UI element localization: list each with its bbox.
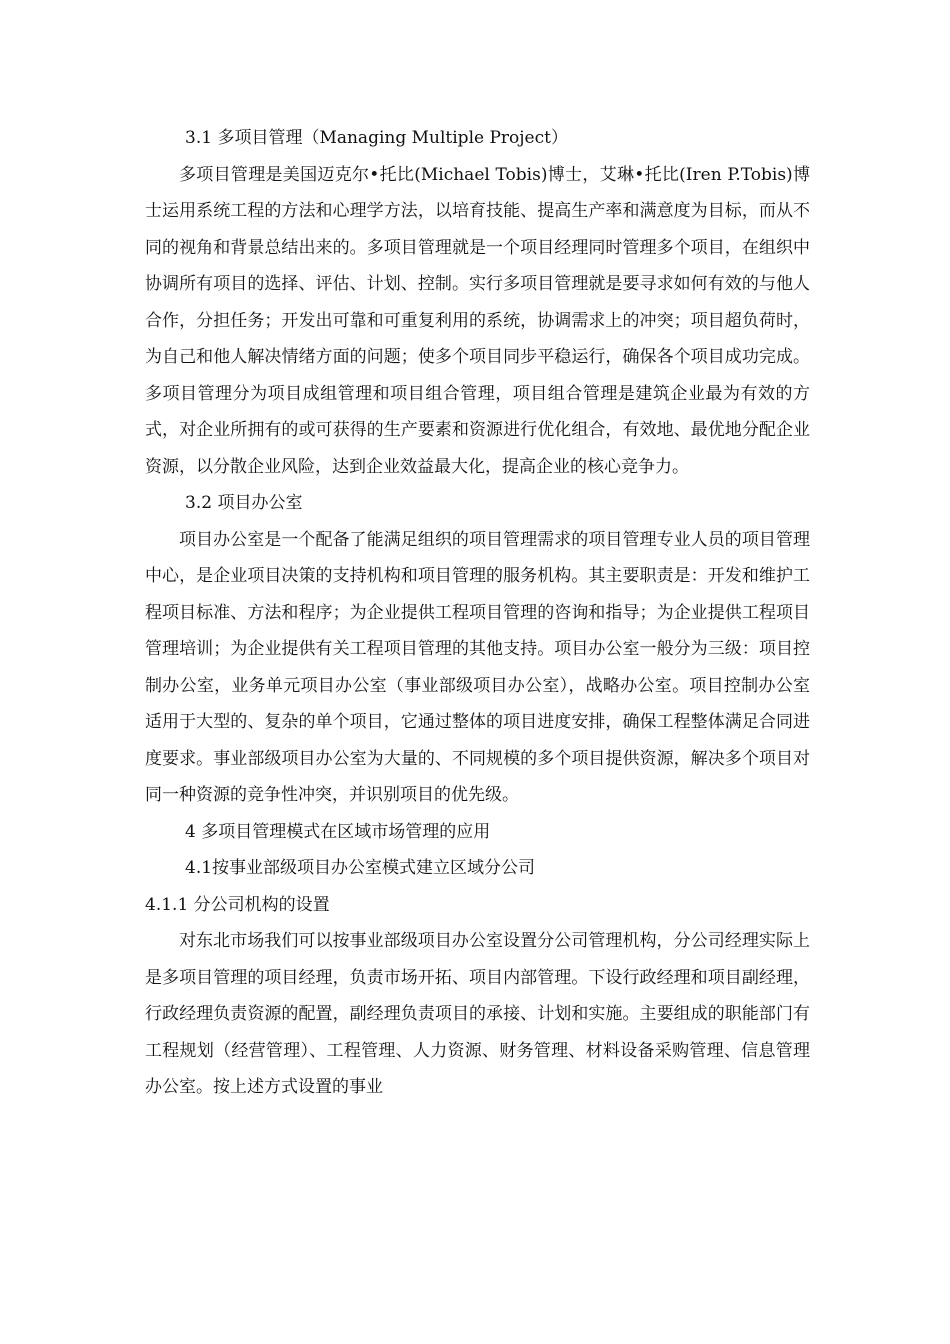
section-heading-3-2: 3.2 项目办公室 (185, 493, 303, 513)
section-heading-4-1-1: 4.1.1 分公司机构的设置 (145, 894, 330, 915)
paragraph-project-office: 项目办公室是一个配备了能满足组织的项目管理需求的项目管理专业人员的项目管理中心，是企业项目决策的支持机构和项目管理的服务机构。其主要职责是：开发和维护工程项目标准、方法和程序；为企业提供工程项目管理的咨询和指导；为企业提供工程项目管理培训；为企业提供有关工程项目管理的其他支持。项目办公室一般分为三级：项目控制办公室，业务单元项目办公室（事业部级项目办公室），战略办公室。项目控制办公室适用于大型的、复杂的单个项目，它通过整体的项目进度安排，确保工程整体满足合同进度要求。事业部级项目办公室为大量的、不同规模的多个项目提供资源，解决多个项目对同一种资源的竞争性冲突，并识别项目的优先级。 (145, 529, 810, 805)
section-heading-4: 4 多项目管理模式在区域市场管理的应用 (185, 821, 491, 842)
section-heading-3-1: 3.1 多项目管理（Managing Multiple Project） (185, 128, 568, 148)
document-body (145, 120, 810, 1106)
section-heading-4-1: 4.1按事业部级项目办公室模式建立区域分公司 (185, 858, 536, 878)
paragraph-multi-project-management: 多项目管理是美国迈克尔•托比(Michael Tobis)博士，艾琳•托比(Iren P.Tobis)博士运用系统工程的方法和心理学方法，以培育技能、提高生产率和满意度为目标，而从不同的视角和背景总结出来的。多项目管理就是一个项目经理同时管理多个项目，在组织中协调所有项目的选择、评估、计划、控制。实行多项目管理就是要寻求如何有效的与他人合作，分担任务；开发出可靠和可重复利用的系统，协调需求上的冲突；项目超负荷时，为自己和他人解决情绪方面的问题；使多个项目同步平稳运行，确保各个项目成功完成。多项目管理分为项目成组管理和项目组合管理，项目组合管理是建筑企业最为有效的方式，对企业所拥有的或可获得的生产要素和资源进行优化组合，有效地、最优地分配企业资源，以分散企业风险，达到企业效益最大化，提高企业的核心竞争力。 (145, 164, 810, 477)
paragraph-branch-organization: 对东北市场我们可以按事业部级项目办公室设置分公司管理机构，分公司经理实际上是多项目管理的项目经理，负责市场开拓、项目内部管理。下设行政经理和项目副经理，行政经理负责资源的配置，副经理负责项目的承接、计划和实施。主要组成的职能部门有工程规划（经营管理）、工程管理、人力资源、财务管理、材料设备采购管理、信息管理办公室。按上述方式设置的事业 (145, 931, 810, 1097)
